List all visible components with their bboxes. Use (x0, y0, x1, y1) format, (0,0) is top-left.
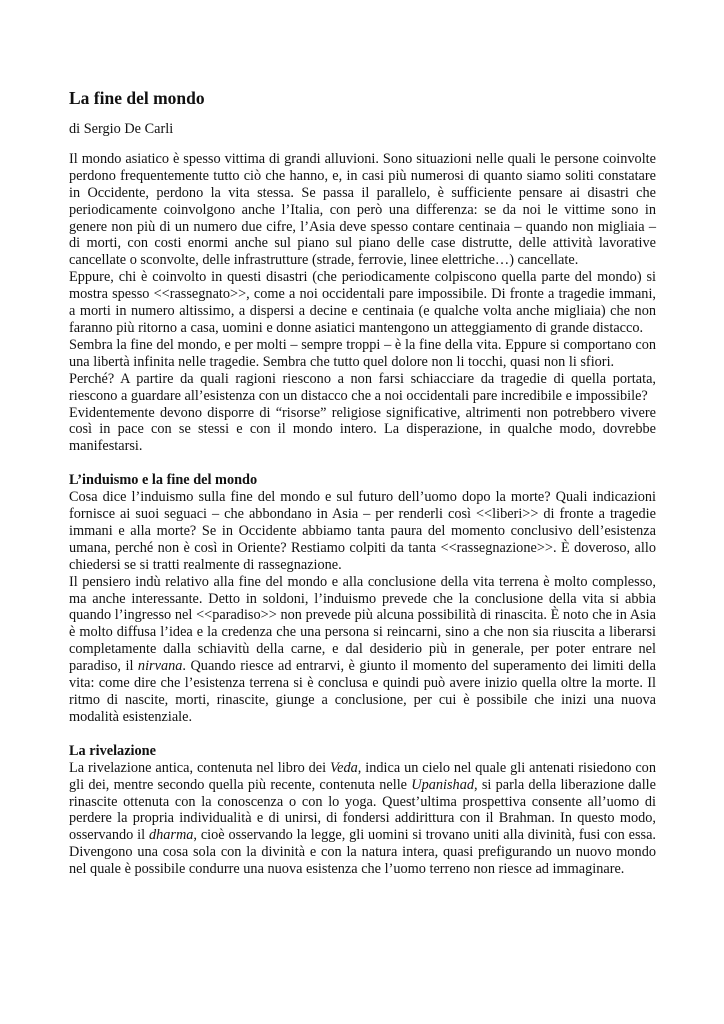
intro-paragraph-3: Sembra la fine del mondo, e per molti – sempre troppi – è la fine della vita. Eppure si comportano con una libertà infinita nelle tragedie. Sembra che tutto quel dolore non li tocchi, quasi non li sfiori. (69, 336, 656, 370)
intro-paragraph-4: Perché? A partire da quali ragioni riescono a non farsi schiacciare da tragedie di quella portata, riescono a guardare all’esistenza con un distacco che a noi occidentali pare incredibile e impossibile? (69, 370, 656, 404)
document-title: La fine del mondo (69, 88, 205, 108)
intro-paragraph-5: Evidentemente devono disporre di “risorse” religiose significative, altrimenti non potrebbero vivere così in pace con se stessi e con il mondo intero. La disperazione, in qualche modo, dovrebbe manifestarsi. (69, 404, 656, 455)
induismo-text-b: . Quando riesce ad entrarvi, è giunto il momento del superamento dei limiti della vita: come dire che l’esistenza terrena si è conclusa e quindi può avere inizio quella oltre la morte. Il ritmo di nascite, morti, rinascite, giunge a conclusione, per cui è possibile che inizi una nuova modalità esistenziale. (69, 658, 656, 725)
induismo-text-a: Il pensiero indù relativo alla fine del mondo e alla conclusione della vita terrena è molto complesso, ma anche interessante. Detto in soldoni, l’induismo prevede che la conclusione della vita si abbia quando l’ingresso nel <<paradiso>> non prevede più alcuna possibilità di rinascita. È noto che in Asia è molto diffusa l’idea e la credenza che una persona si reincarni, sino a che non sia riuscita a liberarsi completamente dalla schiavitù della carne, e dal desiderio più in generale, per poter entrare nel paradiso, il (69, 573, 656, 675)
veda-term: Veda (330, 759, 358, 776)
nirvana-term: nirvana (137, 658, 183, 675)
section-heading-induismo: L’induismo e la fine del mondo (69, 472, 258, 489)
induismo-paragraph-1: Cosa dice l’induismo sulla fine del mondo e sul futuro dell’uomo dopo la morte? Quali indicazioni fornisce ai suoi seguaci – che abbondano in Asia – per renderli così <<liberi>> di fronte a tragedie immani e alla morte? Se in Occidente abbiamo tanta paura del momento conclusivo dell’esistenza umana, perché non è così in Oriente? Restiamo colpiti da tanta <<rassegnazione>>. È doveroso, allo chiedersi se si tratti realmente di rassegnazione. (69, 489, 656, 573)
author-line: di Sergio De Carli (69, 121, 174, 137)
rivelazione-text-2: , indica un cielo nel quale gli antenati risiedono con gli dei, mentre secondo quella più recente, contenuta nelle (69, 759, 656, 793)
section-heading-rivelazione: La rivelazione (69, 742, 156, 759)
upanishad-term: Upanishad (411, 776, 475, 793)
intro-paragraph-2: Eppure, chi è coinvolto in questi disastri (che periodicamente colpiscono quella parte del mondo) si mostra spesso <<rassegnato>>, come a noi occidentali pare impossibile. Di fronte a tragedie immani, a morti in numero altissimo, a dispersi a decine e centinaia (e qualche volta anche migliaia) che non faranno più ritorno a casa, uomini e donne asiatici mantengono un atteggiamento di grande distacco. (69, 269, 656, 336)
document-page (69, 88, 656, 878)
intro-paragraph-1: Il mondo asiatico è spesso vittima di grandi alluvioni. Sono situazioni nelle quali le persone coinvolte perdono frequentemente tutto ciò che hanno, e, in casi più numerosi di quanto siamo soliti constatare in Occidente, perdono la vita stessa. Se passa il parallelo, è sufficiente pensare ai disastri che periodicamente coinvolgono anche l’Italia, con però una differenza: se da noi le vittime sono in genere non più di un numero due cifre, l’Asia deve spesso contare centinaia – quando non migliaia – di morti, con costi enormi anche sul piano sul piano delle case distrutte, delle attività lavorative cancellate o sconvolte, delle infrastrutture (strade, ferrovie, linee elettriche…) cancellate. (69, 150, 656, 269)
rivelazione-text-3: , si parla della liberazione dalle rinascite ottenuta con la conoscenza o con lo yoga. Quest’ultima prospettiva consente all’uomo di perdere la propria individualità e di unirsi, di fondersi addirittura con il Brahman. In questo modo, osservando il (69, 776, 656, 844)
rivelazione-text-1: La rivelazione antica, contenuta nel libro dei (69, 759, 330, 776)
dharma-term: dharma (148, 827, 194, 844)
rivelazione-paragraph (69, 760, 656, 878)
induismo-paragraph-2 (69, 574, 656, 726)
rivelazione-text-4: , cioè osservando la legge, gli uomini si trovano uniti alla divinità, fusi con essa. Divengono una cosa sola con la divinità e con la natura intera, quasi prefigurando un nuovo mondo nel quale è possibile condurre una nuova esistenza che l’uomo terreno non riesce ad immaginare. (69, 827, 656, 878)
